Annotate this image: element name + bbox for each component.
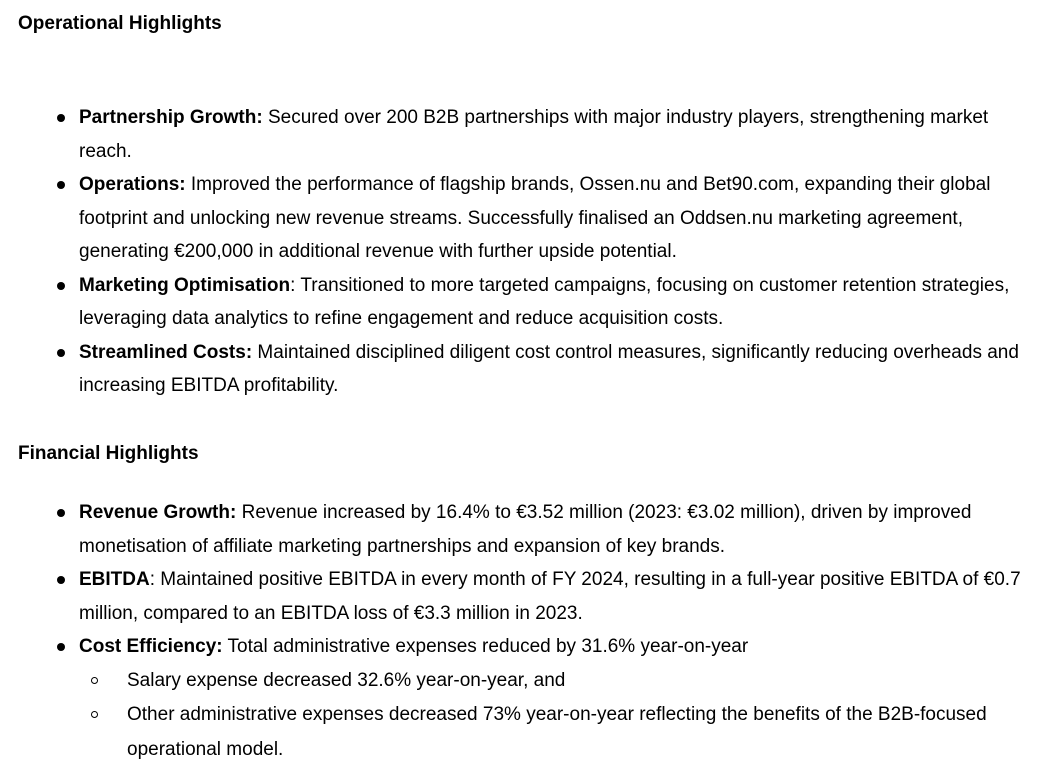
circle-bullet-icon (91, 677, 98, 684)
item-text: : Transitioned to more targeted campaigns, focusing on customer retention strategies, leveraging data analytics to refine engagement and reduce acquisition costs. (79, 274, 1010, 329)
sub-item-text: Other administrative expenses decreased 73% year-on-year reflecting the benefits of the B2B-focused operational model. (127, 704, 987, 760)
item-text: Secured over 200 B2B partnerships with major industry players, strengthening market reach. (79, 107, 989, 162)
sub-item-text: Salary expense decreased 32.6% year-on-year, and (127, 669, 566, 691)
list-item (0, 630, 1062, 767)
financial-highlights-list (0, 496, 1062, 767)
bullet-icon (57, 349, 65, 357)
list-item (0, 168, 1062, 269)
financial-highlights-heading: Financial Highlights (18, 443, 199, 464)
operational-highlights-list (0, 101, 1062, 403)
item-lead: Partnership Growth: (79, 107, 263, 128)
list-item (0, 496, 1062, 563)
bullet-icon (57, 576, 65, 584)
list-item (0, 101, 1062, 168)
item-lead: Revenue Growth: (79, 502, 237, 523)
item-text: Total administrative expenses reduced by 31.6% year-on-year (222, 636, 749, 657)
item-lead: Streamlined Costs: (79, 341, 253, 363)
item-text: Maintained disciplined diligent cost control measures, significantly reducing overheads and increasing EBITDA profitability. (79, 341, 1019, 396)
item-lead: Cost Efficiency: (79, 636, 223, 657)
item-lead: Marketing Optimisation (79, 274, 291, 296)
item-lead: Operations: (79, 174, 186, 195)
item-text: Improved the performance of flagship brands, Ossen.nu and Bet90.com, expanding their global footprint and unlocking new revenue streams. Successfully finalised an Oddsen.nu marketing agreement, generating €200,000 in additional revenue with further upside potential. (79, 174, 991, 262)
bullet-icon (57, 643, 65, 651)
circle-bullet-icon (91, 711, 98, 718)
sub-list-item (79, 698, 1042, 767)
item-text: Revenue increased by 16.4% to €3.52 million (2023: €3.02 million), driven by improved monetisation of affiliate marketing partnerships and expansion of key brands. (79, 502, 972, 557)
bullet-icon (57, 114, 65, 122)
bullet-icon (57, 509, 65, 517)
cost-efficiency-sub-list (79, 664, 1042, 768)
list-item (0, 336, 1062, 403)
bullet-icon (57, 282, 65, 290)
item-text: : Maintained positive EBITDA in every month of FY 2024, resulting in a full-year positive EBITDA of €0.7 million, compared to an EBITDA loss of €3.3 million in 2023. (79, 569, 1021, 624)
operational-highlights-heading: Operational Highlights (18, 13, 222, 34)
bullet-icon (57, 181, 65, 189)
list-item (0, 269, 1062, 336)
item-lead: EBITDA (79, 569, 150, 590)
list-item (0, 563, 1062, 630)
sub-list-item (79, 664, 1042, 699)
